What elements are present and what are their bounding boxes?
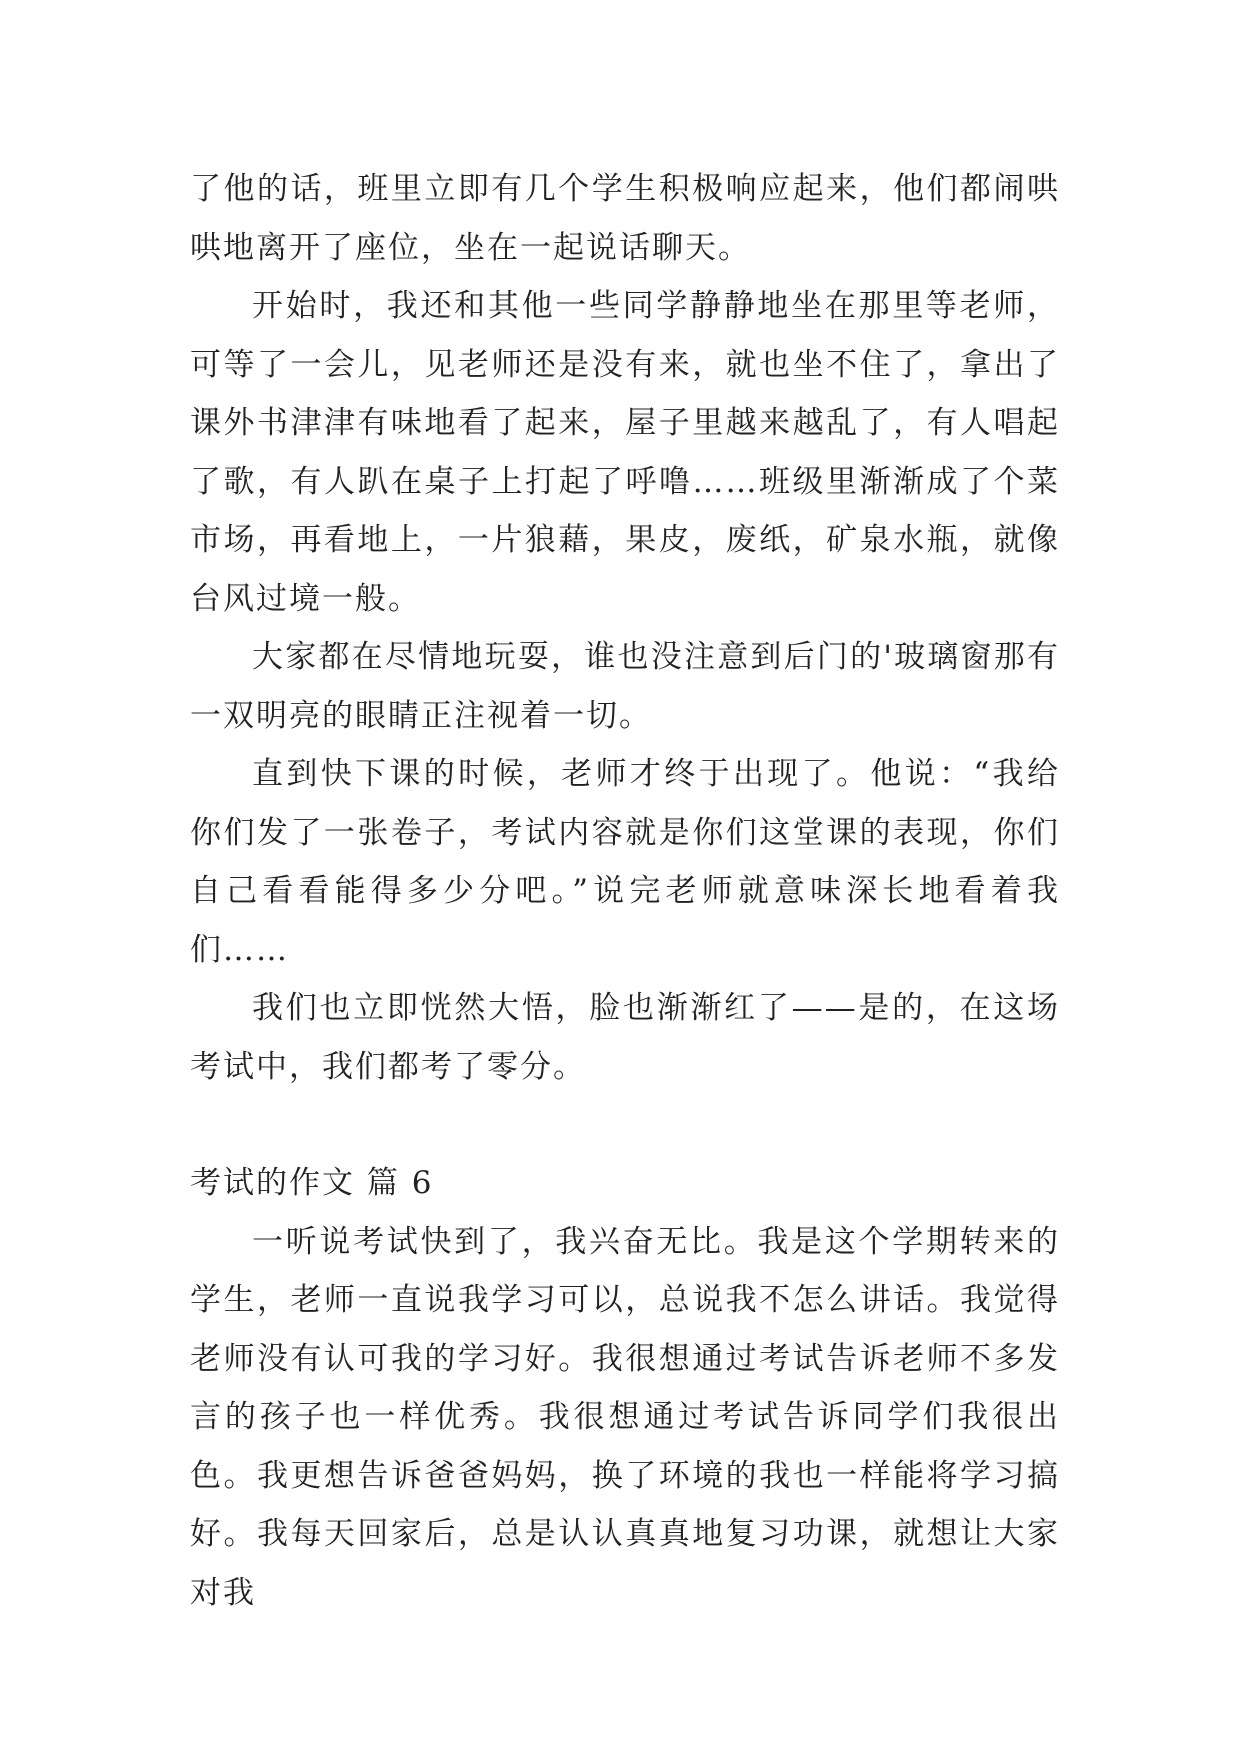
paragraph: 大家都在尽情地玩耍，谁也没注意到后门的'玻璃窗那有一双明亮的眼睛正注视着一切。 (190, 639, 1060, 734)
paragraph: 我们也立即恍然大悟，脸也渐渐红了——是的，在这场考试中，我们都考了零分。 (190, 990, 1060, 1085)
document-body (190, 160, 1060, 1622)
paragraph: 一听说考试快到了，我兴奋无比。我是这个学期转来的学生，老师一直说我学习可以，总说我不怎么讲话。我觉得老师没有认可我的学习好。我很想通过考试告诉老师不多发言的孩子也一样优秀。我很想通过考试告诉同学们我很出色。我更想告诉爸爸妈妈，换了环境的我也一样能将学习搞好。我每天回家后，总是认认真真地复习功课，就想让大家对我 (190, 1223, 1060, 1611)
paragraph: 直到快下课的时候，老师才终于出现了。他说：“我给你们发了一张卷子，考试内容就是你们这堂课的表现，你们自己看看能得多少分吧。”说完老师就意味深长地看着我们…… (190, 756, 1060, 968)
section-heading: 考试的作文 篇 6 (190, 1165, 434, 1201)
paragraph: 开始时，我还和其他一些同学静静地坐在那里等老师，可等了一会儿，见老师还是没有来，就也坐不住了，拿出了课外书津津有味地看了起来，屋子里越来越乱了，有人唱起了歌，有人趴在桌子上打起了呼噜……班级里渐渐成了个菜市场，再看地上，一片狼藉，果皮，废纸，矿泉水瓶，就像台风过境一般。 (190, 288, 1060, 617)
paragraph-continuation: 了他的话，班里立即有几个学生积极响应起来，他们都闹哄哄地离开了座位，坐在一起说话聊天。 (190, 171, 1060, 266)
